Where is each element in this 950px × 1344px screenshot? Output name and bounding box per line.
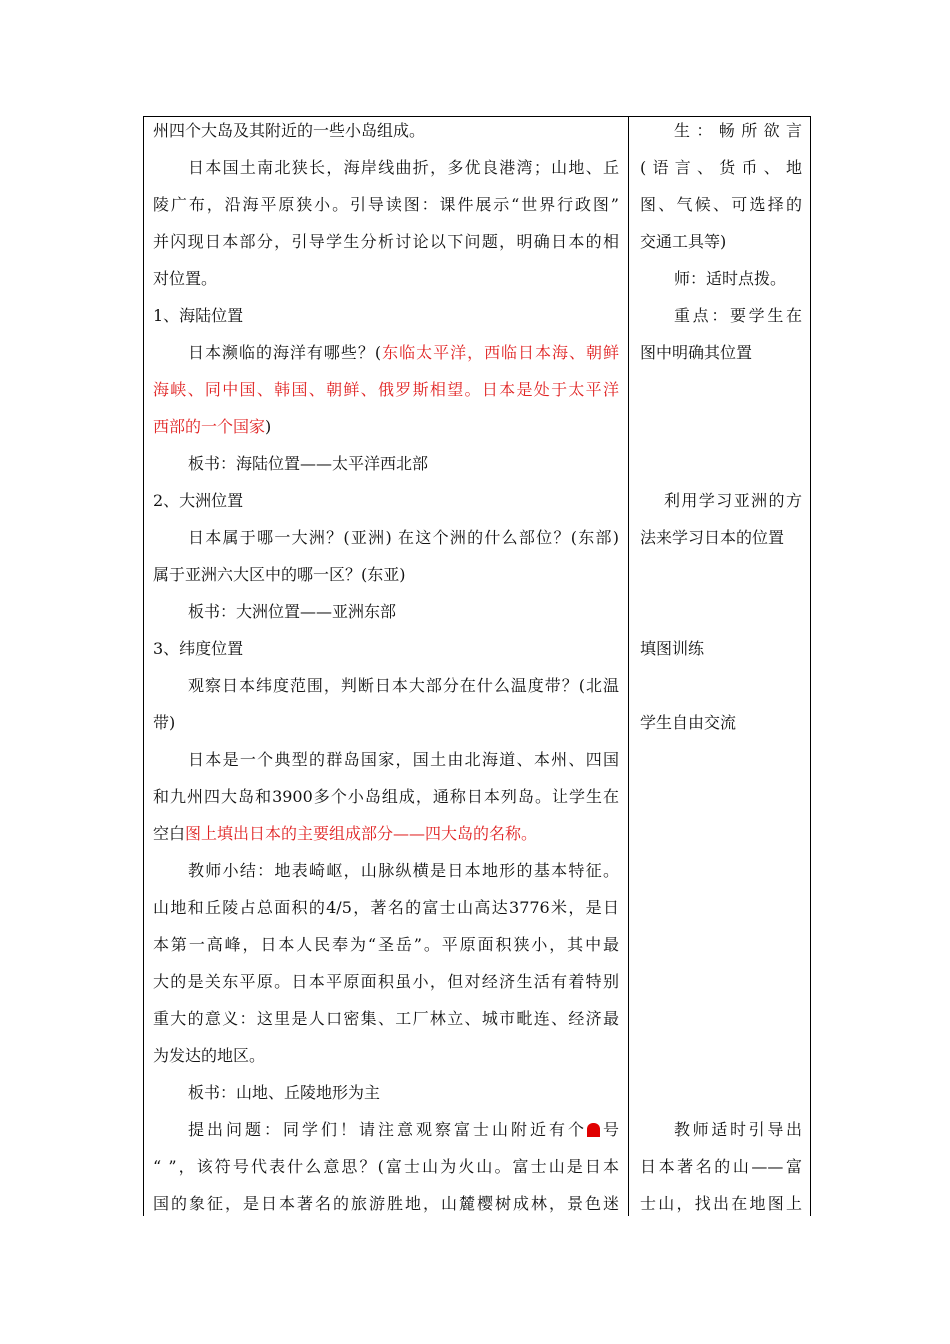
text-line [153, 417, 619, 437]
section-heading: 3、纬度位置 [153, 639, 244, 658]
note-line: 教师适时引导出 [674, 1120, 802, 1139]
text-line: “ ”，该符号代表什么意思？(富士山为火山。富士山是日本 [153, 1157, 619, 1176]
text-segment: ) [265, 417, 272, 436]
text-line: 山地和丘陵占总面积的4/5，著名的富士山高达3776米，是日 [153, 898, 619, 917]
text-line: 观察日本纬度范围，判断日本大部分在什么温度带？(北温 [188, 676, 619, 695]
note-line: (语言、货币、地 [640, 158, 802, 177]
text-line: 和九州四大岛和3900多个小岛组成，通称日本列岛。让学生在 [153, 787, 619, 806]
text-line: 本第一高峰，日本人民奉为“圣岳”。平原面积狭小，其中最 [153, 935, 619, 954]
text-line: 大的是关东平原。日本平原面积虽小，但对经济生活有着特别 [153, 972, 619, 991]
text-line: 带) [153, 713, 176, 732]
text-line: 为发达的地区。 [153, 1046, 266, 1065]
column-divider [628, 116, 629, 1216]
text-line [188, 343, 619, 363]
volcano-symbol-icon [587, 1123, 600, 1137]
note-line: 师：适时点拨。 [674, 269, 787, 288]
text-line [188, 1120, 619, 1140]
text-segment: 。 [521, 824, 538, 843]
note-line: 交通工具等) [640, 232, 727, 251]
highlight-text: 海峡、同中国、韩国、朝鲜、俄罗斯相望。日本是处于太平洋 [153, 380, 619, 399]
note-line: 日本著名的山——富 [640, 1157, 802, 1176]
board-note: 板书：海陆位置——太平洋西北部 [188, 454, 429, 473]
note-line: 图中明确其位置 [640, 343, 753, 362]
text-line [153, 824, 619, 844]
text-line: 属于亚洲六大区中的哪一区？(东亚) [153, 565, 406, 584]
text-line: 重大的意义：这里是人口密集、工厂林立、城市毗连、经济最 [153, 1009, 619, 1028]
text-line: 州四个大岛及其附近的一些小岛组成。 [153, 121, 426, 140]
note-line: 填图训练 [640, 639, 705, 658]
text-line: 对位置。 [153, 269, 218, 288]
section-heading: 1、海陆位置 [153, 306, 244, 325]
highlight-text: 西部的一个国家 [153, 417, 266, 436]
text-line: 陵广布，沿海平原狭小。引导读图：课件展示“世界行政图” [153, 195, 619, 214]
text-line: 日本是一个典型的群岛国家，国土由北海道、本州、四国 [188, 750, 619, 769]
text-line: 国的象征，是日本著名的旅游胜地，山麓樱树成林，景色迷 [153, 1194, 619, 1213]
text-line: 日本属于哪一大洲？(亚洲) 在这个洲的什么部位？(东部) [188, 528, 619, 547]
text-segment: 提出问题：同学们！请注意观察富士山附近有个 [188, 1120, 587, 1139]
board-note: 板书：大洲位置——亚洲东部 [188, 602, 397, 621]
note-line: 学生自由交流 [640, 713, 737, 732]
section-heading: 2、大洲位置 [153, 491, 244, 510]
text-segment: 号 [599, 1120, 619, 1139]
text-line: 教师小结：地表崎岖，山脉纵横是日本地形的基本特征。 [188, 861, 619, 880]
highlight-text: 图上填出日本的主要组成部分——四大岛的名称 [185, 824, 522, 843]
text-segment: 日本濒临的海洋有哪些？( [188, 343, 382, 362]
note-line: 图、气候、可选择的 [640, 195, 802, 214]
board-note: 板书：山地、丘陵地形为主 [188, 1083, 381, 1102]
text-line: 日本国土南北狭长，海岸线曲折，多优良港湾；山地、丘 [188, 158, 619, 177]
note-line: 士山，找出在地图上 [640, 1194, 802, 1213]
note-line: 重点：要学生在 [674, 306, 802, 325]
note-line: 利用学习亚洲的方 [664, 491, 802, 510]
text-segment: 空白 [153, 824, 186, 843]
highlight-text: 东临太平洋，西临日本海、朝鲜 [381, 343, 619, 362]
note-line: 生：畅所欲言 [674, 121, 802, 140]
text-line: 并闪现日本部分，引导学生分析讨论以下问题，明确日本的相 [153, 232, 619, 251]
note-line: 法来学习日本的位置 [640, 528, 785, 547]
